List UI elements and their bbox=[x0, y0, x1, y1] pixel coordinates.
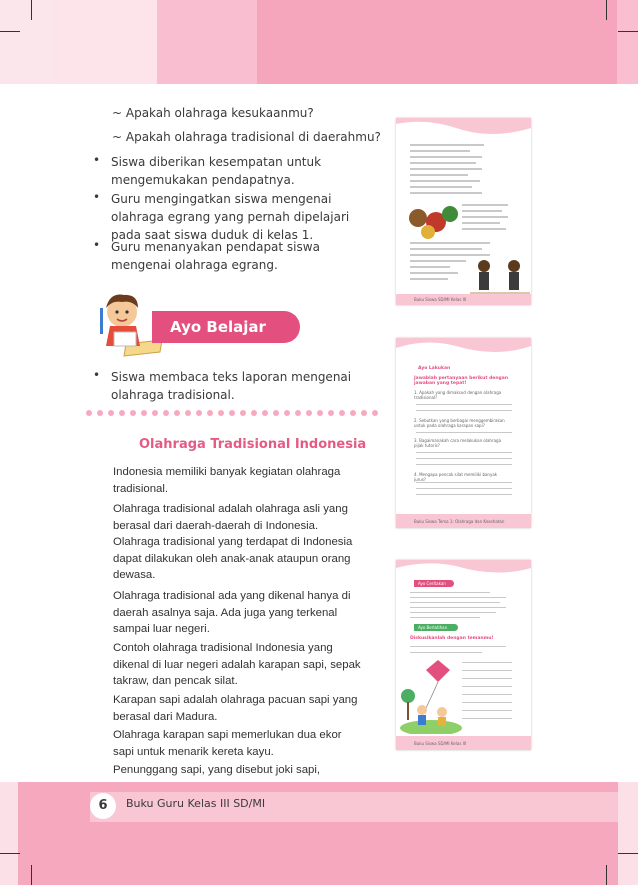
kite-flying-children-icon bbox=[400, 656, 462, 734]
pink-wave-icon bbox=[396, 338, 531, 360]
top-band bbox=[0, 0, 638, 84]
thumb3-footer: Buku Siswa SD/MI Kelas III bbox=[414, 741, 467, 746]
bullet-dot: • bbox=[93, 190, 101, 204]
paragraph-4: Contoh olahraga tradisional Indonesia yang dikenal di luar negeri adalah karapan sapi, sepak takraw, dan pencak silat. bbox=[113, 642, 361, 688]
bullet-dot: • bbox=[93, 153, 101, 167]
question-1: ~ Apakah olahraga kesukaanmu? bbox=[112, 106, 314, 120]
student-book-thumbnail-2 bbox=[396, 338, 531, 528]
section-title: Olahraga Tradisional Indonesia bbox=[139, 437, 367, 452]
crop-mark bbox=[0, 31, 20, 32]
page-number: 6 bbox=[90, 793, 116, 819]
paragraph-1: Indonesia memiliki banyak kegiatan olahraga tradisional. bbox=[113, 466, 341, 495]
student-book-thumbnail-1 bbox=[396, 118, 531, 305]
thumb2-footer: Buku Siswa Tema 1: Olahraga dan Kesehatan bbox=[414, 519, 505, 524]
question-2: ~ Apakah olahraga tradisional di daerahmu? bbox=[112, 130, 381, 144]
thumb3-tag2: Ayo Berlatihan bbox=[418, 625, 448, 630]
crop-mark bbox=[0, 853, 20, 854]
crop-mark bbox=[618, 31, 638, 32]
crop-mark bbox=[31, 0, 32, 20]
thumb2-tag: Ayo Lakukan bbox=[418, 366, 451, 371]
bullet-item: Siswa diberikan kesempatan untuk mengemukakan pendapatnya. bbox=[111, 155, 322, 187]
footer-book-title: Buku Guru Kelas III SD/MI bbox=[126, 797, 266, 810]
paragraph-2: Olahraga tradisional adalah olahraga asli yang berasal dari daerah-daerah di Indonesia. Olahraga tradisional yang terdapat di Indonesia dapat dilakukan oleh anak-anak ataupun orang dewasa. bbox=[113, 503, 353, 582]
crop-mark bbox=[606, 0, 607, 20]
karapan-sapi-icon bbox=[404, 198, 462, 242]
ayo-belajar-banner: Ayo Belajar bbox=[152, 311, 300, 343]
thumb2-q3: 3. Bagaimanakah cara melakukan olahraga pijak tutoris? bbox=[414, 438, 502, 448]
crop-mark bbox=[31, 865, 32, 885]
paragraph-6: Olahraga karapan sapi memerlukan dua ekor sapi untuk menarik kereta kayu. bbox=[113, 729, 342, 758]
crop-mark bbox=[606, 865, 607, 885]
bullet-dot: • bbox=[93, 368, 101, 382]
pink-wave-icon bbox=[396, 560, 531, 580]
pink-wave-icon bbox=[396, 118, 531, 142]
bullet-item: Siswa membaca teks laporan mengenai olahraga tradisional. bbox=[111, 370, 352, 402]
dotted-divider bbox=[86, 410, 386, 420]
bullet-item: Guru mengingatkan siswa mengenai olahraga egrang yang pernah dipelajari pada saat siswa duduk di kelas 1. bbox=[111, 192, 350, 242]
thumb2-q4: 4. Mengapa pencak silat memiliki banyak jurus? bbox=[414, 472, 498, 482]
paragraph-3: Olahraga tradisional ada yang dikenal hanya di daerah asalnya saja. Ada juga yang terkenal sampai luar negeri. bbox=[113, 590, 351, 636]
crop-mark bbox=[618, 853, 638, 854]
thumb2-heading: Jawablah pertanyaan berikut dengan jawaban yang tepat! bbox=[414, 376, 509, 386]
bullet-item: Guru menanyakan pendapat siswa mengenai olahraga egrang. bbox=[111, 240, 320, 272]
paragraph-7: Penunggang sapi, yang disebut joki sapi, bbox=[113, 764, 321, 776]
pencak-silat-icon bbox=[470, 254, 530, 298]
thumb1-footer: Buku Siswa SD/MI Kelas III bbox=[414, 297, 467, 302]
thumb3-heading: Diskusikanlah dengan temanmu! bbox=[410, 636, 494, 641]
thumb3-tag1: Ayo Ceritakan bbox=[418, 581, 446, 586]
paragraph-5: Karapan sapi adalah olahraga pacuan sapi yang berasal dari Madura. bbox=[113, 694, 358, 723]
bullet-dot: • bbox=[93, 238, 101, 252]
student-book-thumbnail-3 bbox=[396, 560, 531, 750]
thumb2-q1: 1. Apakah yang dimaksud dengan olahraga tradisional? bbox=[414, 390, 502, 400]
thumb2-q2: 2. Sebutkan yang berbagai menggembirakan untuk pada olahraga karapan sapi? bbox=[414, 418, 505, 428]
